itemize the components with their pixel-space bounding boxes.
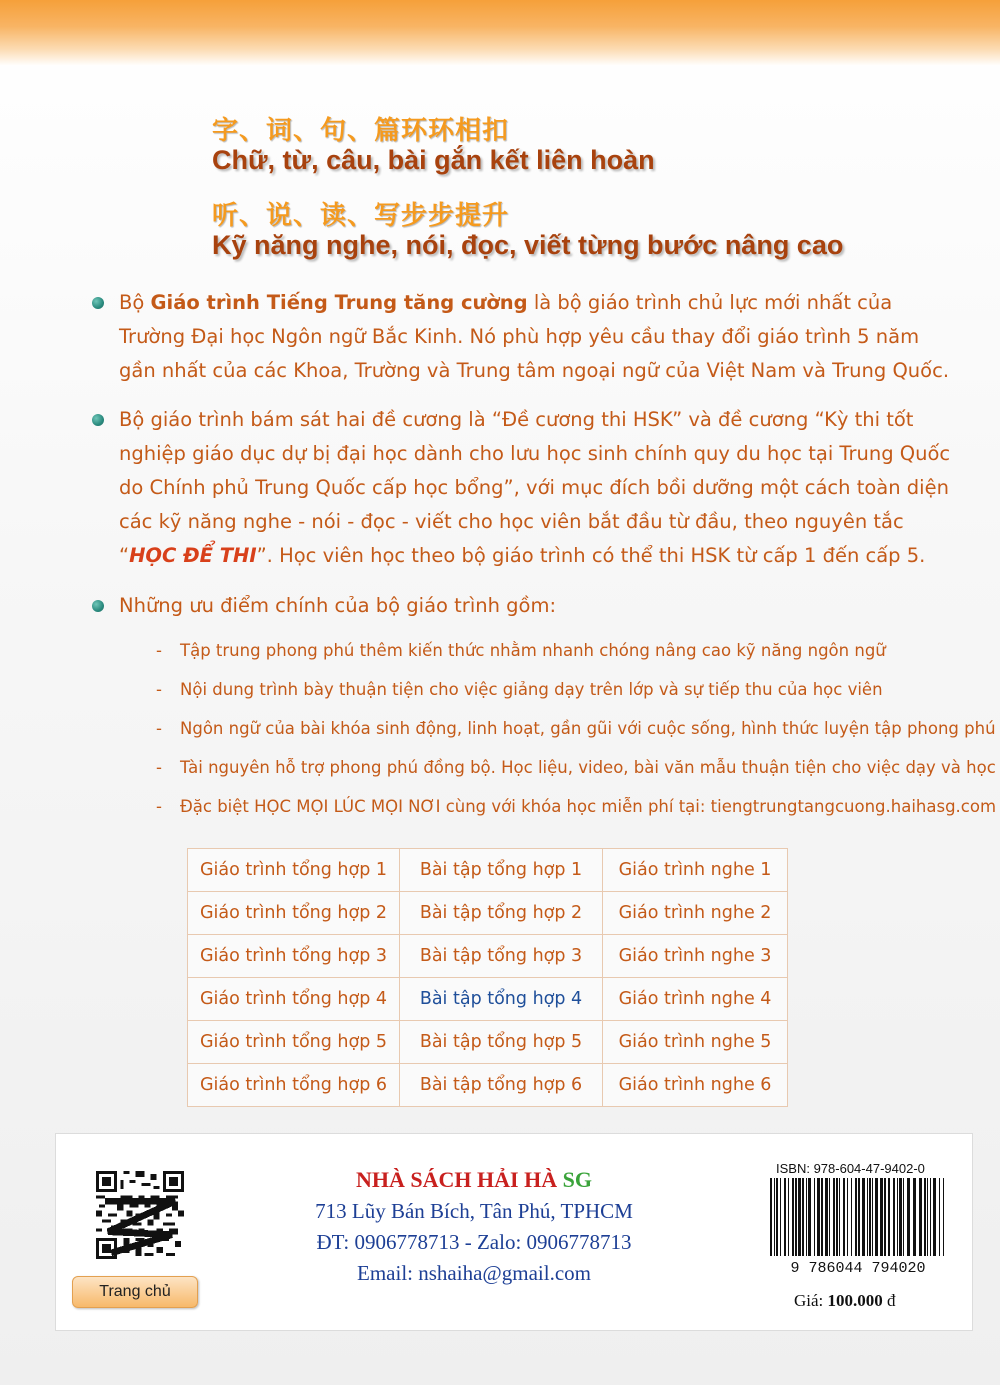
table-cell: Giáo trình nghe 6 bbox=[603, 1064, 788, 1107]
heading-chinese-2: 听、说、读、写步步提升 bbox=[212, 201, 510, 231]
barcode-bar bbox=[784, 1178, 786, 1256]
barcode-bar bbox=[924, 1178, 926, 1256]
list-item bbox=[156, 797, 996, 816]
list-item bbox=[156, 680, 883, 699]
barcode-bar bbox=[897, 1178, 898, 1256]
barcode-bar bbox=[821, 1178, 823, 1256]
barcode-bar bbox=[808, 1178, 811, 1256]
table-cell: Giáo trình tổng hợp 2 bbox=[188, 892, 400, 935]
table-cell: Bài tập tổng hợp 1 bbox=[400, 849, 603, 892]
table-row bbox=[188, 892, 788, 935]
list-item-text: Ngôn ngữ của bài khóa sinh động, linh hoạt, gần gũi với cuộc sống, hình thức luyện tập phong phú bbox=[180, 719, 996, 738]
textbook-series-name: Giáo trình Tiếng Trung tăng cường bbox=[150, 291, 528, 314]
price-unit: đ bbox=[887, 1291, 896, 1310]
table-cell: Bài tập tổng hợp 2 bbox=[400, 892, 603, 935]
barcode-bar bbox=[943, 1178, 944, 1256]
barcode-bar bbox=[933, 1178, 936, 1256]
barcode-bar bbox=[869, 1178, 871, 1256]
publisher-suffix: SG bbox=[562, 1167, 592, 1192]
table-row bbox=[188, 978, 788, 1021]
syllabus-paragraph bbox=[119, 403, 959, 573]
table-cell: Bài tập tổng hợp 5 bbox=[400, 1021, 603, 1064]
publisher-name-text: NHÀ SÁCH HẢI HÀ bbox=[356, 1167, 563, 1192]
barcode-bar bbox=[867, 1178, 868, 1256]
para2-post: ”. Học viên học theo bộ giáo trình có thể thi HSK từ cấp 1 đến cấp 5. bbox=[256, 544, 926, 567]
para1-post: là bộ giáo trình chủ lực mới nhất của Trường Đại học Ngôn ngữ Bắc Kinh. Nó phù hợp yêu cầu thay đổi giáo trình 5 năm gần nhất của các Khoa, Trường và Trung tâm ngoại ngữ của Việt Nam và Trung Quốc. bbox=[119, 291, 950, 382]
barcode-bar bbox=[814, 1178, 815, 1256]
barcode-bar bbox=[802, 1178, 804, 1256]
bullet-icon bbox=[92, 414, 104, 426]
barcode-bar bbox=[847, 1178, 848, 1256]
publisher-footer bbox=[55, 1133, 973, 1331]
advantages-intro: Những ưu điểm chính của bộ giáo trình gồm: bbox=[119, 594, 557, 617]
table-cell: Giáo trình tổng hợp 3 bbox=[188, 935, 400, 978]
dash-bullet: - bbox=[156, 719, 162, 738]
barcode-bar bbox=[880, 1178, 883, 1256]
barcode-bar bbox=[893, 1178, 895, 1256]
para1-pre: Bộ bbox=[119, 291, 151, 314]
publisher-email: Email: nshaiha@gmail.com bbox=[357, 1261, 591, 1285]
table-cell: Giáo trình tổng hợp 5 bbox=[188, 1021, 400, 1064]
barcode-bar bbox=[899, 1178, 902, 1256]
barcode-bar bbox=[792, 1178, 794, 1256]
barcode-bar bbox=[770, 1178, 772, 1256]
barcode-bar bbox=[817, 1178, 820, 1256]
barcode-bar bbox=[884, 1178, 886, 1256]
table-cell: Giáo trình tổng hợp 1 bbox=[188, 849, 400, 892]
list-item-text: Đặc biệt HỌC MỌI LÚC MỌI NƠI cùng với khóa học miễn phí tại: tiengtrungtangcuong.haihasg.com bbox=[180, 797, 997, 816]
price bbox=[794, 1291, 896, 1311]
list-item bbox=[156, 641, 886, 660]
dash-bullet: - bbox=[156, 641, 162, 660]
bullet-icon bbox=[92, 297, 104, 309]
list-item bbox=[156, 758, 996, 777]
list-item-text: Tài nguyên hỗ trợ phong phú đồng bộ. Học liệu, video, bài văn mẫu thuận tiện cho việc dạy và học bbox=[180, 758, 996, 777]
barcode-bar bbox=[843, 1178, 845, 1256]
table-cell: Giáo trình tổng hợp 4 bbox=[188, 978, 400, 1021]
barcode-bar bbox=[888, 1178, 890, 1256]
heading-vietnamese-2: Kỹ năng nghe, nói, đọc, viết từng bước nâng cao bbox=[212, 230, 844, 260]
barcode-bar bbox=[855, 1178, 857, 1256]
publisher-name bbox=[314, 1164, 634, 1196]
barcode-bar bbox=[780, 1178, 781, 1256]
publisher-address: 713 Lũy Bán Bích, Tân Phú, TPHCM bbox=[315, 1199, 633, 1223]
barcode-digits: 9 786044 794020 bbox=[790, 1260, 926, 1274]
barcode-bar bbox=[795, 1178, 797, 1256]
list-item bbox=[156, 719, 996, 738]
barcode-bar bbox=[806, 1178, 807, 1256]
barcode-bar bbox=[939, 1178, 940, 1256]
dash-bullet: - bbox=[156, 680, 162, 699]
barcode-bar bbox=[798, 1178, 801, 1256]
barcode-icon bbox=[762, 1178, 954, 1274]
home-button[interactable]: Trang chủ bbox=[72, 1276, 198, 1308]
barcode-bar bbox=[774, 1178, 775, 1256]
isbn-label: ISBN: 978-604-47-9402-0 bbox=[776, 1161, 925, 1176]
heading-chinese-1: 字、词、句、篇环环相扣 bbox=[212, 116, 510, 146]
barcode-bar bbox=[851, 1178, 852, 1256]
para2-pre: Bộ giáo trình bám sát hai đề cương là “Đề cương thi HSK” và đề cương “Kỳ thi tốt nghiệp giáo dục dự bị đại học dành cho lưu học sinh chính quy du học tại Trung Quốc do Chính phủ Trung Quốc cấp học bổng”, với mục đích bồi dưỡng một cách toàn diện các kỹ năng nghe - nói - đọc - viết cho học viên bắt đầu từ đầu, theo nguyên tắc “ bbox=[119, 408, 951, 567]
barcode-bar bbox=[913, 1178, 916, 1256]
table-cell: Bài tập tổng hợp 6 bbox=[400, 1064, 603, 1107]
list-item-text: Nội dung trình bày thuận tiện cho việc giảng dạy trên lớp và sự tiếp thu của học viên bbox=[180, 680, 883, 699]
barcode-bar bbox=[875, 1178, 878, 1256]
price-value: 100.000 bbox=[827, 1291, 883, 1310]
barcode-bar bbox=[825, 1178, 828, 1256]
table-row bbox=[188, 849, 788, 892]
book-series-table bbox=[187, 848, 788, 1107]
barcode-bar bbox=[788, 1178, 789, 1256]
table-cell: Bài tập tổng hợp 3 bbox=[400, 935, 603, 978]
dash-bullet: - bbox=[156, 797, 162, 816]
table-cell: Giáo trình nghe 2 bbox=[603, 892, 788, 935]
table-cell-highlighted: Bài tập tổng hợp 4 bbox=[400, 978, 603, 1021]
barcode-bar bbox=[907, 1178, 910, 1256]
qr-code-icon[interactable] bbox=[96, 1171, 184, 1259]
table-cell: Giáo trình nghe 3 bbox=[603, 935, 788, 978]
barcode-bar bbox=[836, 1178, 838, 1256]
barcode-bar bbox=[829, 1178, 830, 1256]
bullet-icon bbox=[92, 600, 104, 612]
heading-vietnamese-1: Chữ, từ, câu, bài gắn kết liên hoàn bbox=[212, 145, 655, 175]
table-row bbox=[188, 935, 788, 978]
table-cell: Giáo trình nghe 1 bbox=[603, 849, 788, 892]
table-cell: Giáo trình nghe 4 bbox=[603, 978, 788, 1021]
dash-bullet: - bbox=[156, 758, 162, 777]
table-cell: Giáo trình tổng hợp 6 bbox=[188, 1064, 400, 1107]
barcode-bar bbox=[862, 1178, 865, 1256]
table-row bbox=[188, 1021, 788, 1064]
barcode-bar bbox=[839, 1178, 840, 1256]
barcode-bar bbox=[919, 1178, 922, 1256]
barcode-bar bbox=[903, 1178, 904, 1256]
barcode-bar bbox=[930, 1178, 931, 1256]
publisher-phone: ĐT: 0906778713 - Zalo: 0906778713 bbox=[316, 1230, 632, 1254]
barcode-bar bbox=[927, 1178, 928, 1256]
intro-paragraph bbox=[119, 286, 959, 388]
barcode-bar bbox=[776, 1178, 778, 1256]
price-label: Giá: bbox=[794, 1291, 824, 1310]
learn-for-exam-highlight: HỌC ĐỂ THI bbox=[129, 544, 257, 567]
publisher-info bbox=[314, 1164, 634, 1289]
list-item-text: Tập trung phong phú thêm kiến thức nhằm nhanh chóng nâng cao kỹ năng ngôn ngữ bbox=[180, 641, 886, 660]
barcode-bar bbox=[872, 1178, 873, 1256]
barcode-bar bbox=[833, 1178, 835, 1256]
top-orange-banner bbox=[0, 0, 1000, 66]
table-row bbox=[188, 1064, 788, 1107]
barcode-bar bbox=[858, 1178, 860, 1256]
table-cell: Giáo trình nghe 5 bbox=[603, 1021, 788, 1064]
